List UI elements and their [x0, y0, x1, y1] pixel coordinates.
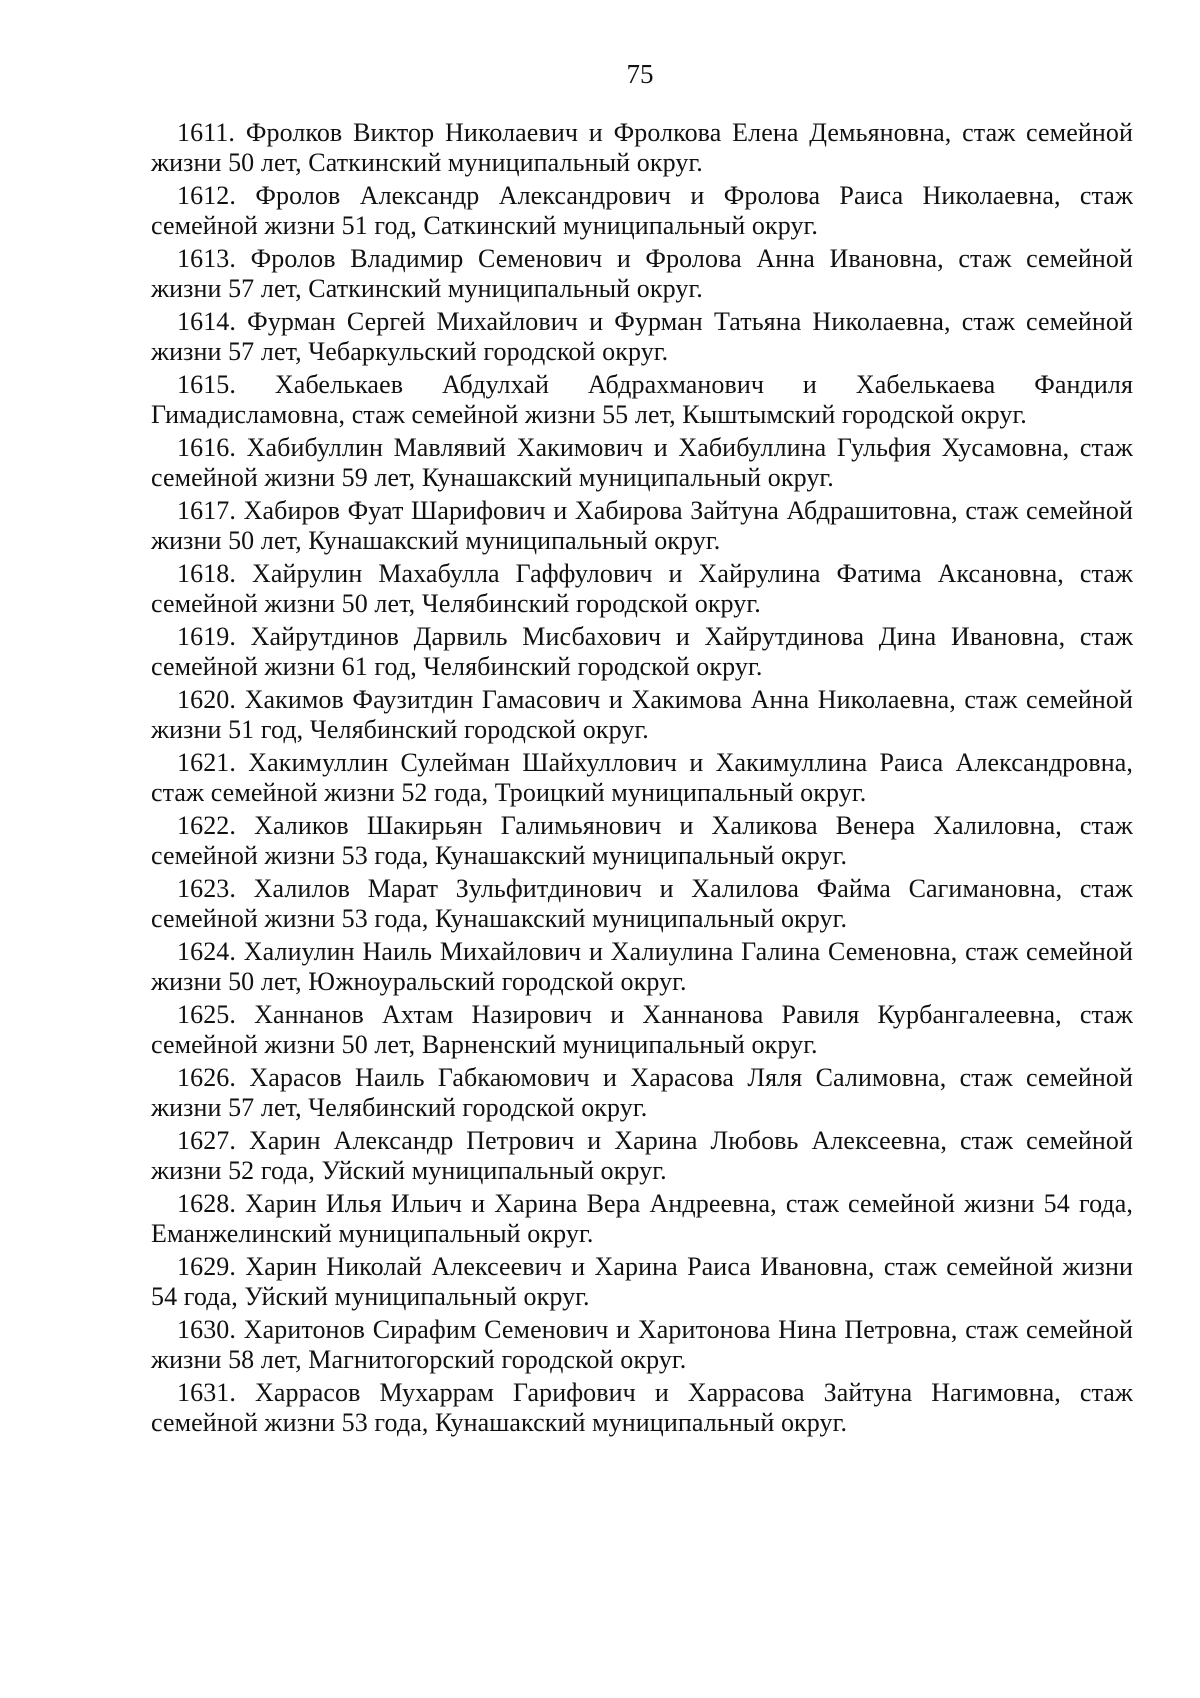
- entry-text: Харин Николай Алексеевич и Харина Раиса Ивановна, стаж семейной жизни 54 года, Уйский муниципальный округ.: [151, 1252, 1134, 1311]
- entry-number: 1615.: [177, 370, 236, 399]
- entry-number: 1621.: [177, 748, 236, 777]
- list-item: [151, 1189, 1133, 1249]
- list-item: [151, 1063, 1133, 1123]
- entry-number: 1611.: [177, 118, 236, 147]
- entry-text: Фролов Александр Александрович и Фролова Раиса Николаевна, стаж семейной жизни 51 год, Саткинский муниципальный округ.: [151, 181, 1134, 240]
- list-item: [151, 433, 1133, 493]
- entry-text: Харин Илья Ильич и Харина Вера Андреевна, стаж семейной жизни 54 года, Еманжелинский муниципальный округ.: [151, 1189, 1133, 1248]
- list-item: [151, 1378, 1133, 1438]
- entry-text: Хайрутдинов Дарвиль Мисбахович и Хайрутдинова Дина Ивановна, стаж семейной жизни 61 год, Челябинский городской округ.: [151, 622, 1134, 681]
- list-item: [151, 874, 1133, 934]
- entry-text: Хакимов Фаузитдин Гамасович и Хакимова Анна Николаевна, стаж семейной жизни 51 год, Челябинский городской округ.: [151, 685, 1133, 744]
- list-item: [151, 622, 1133, 682]
- list-item: [151, 685, 1133, 745]
- list-item: [151, 181, 1133, 241]
- entry-text: Хабелькаев Абдулхай Абдрахманович и Хабелькаева Фандиля Гимадисламовна, стаж семейной жизни 55 лет, Кыштымский городской округ.: [151, 370, 1134, 429]
- entry-list: [151, 118, 1133, 1441]
- entry-text: Халиков Шакирьян Галимьянович и Халикова Венера Халиловна, стаж семейной жизни 53 года, Кунашакский муниципальный округ.: [151, 811, 1133, 870]
- entry-number: 1618.: [177, 559, 236, 588]
- entry-number: 1629.: [177, 1252, 236, 1281]
- entry-text: Халиулин Наиль Михайлович и Халиулина Галина Семеновна, стаж семейной жизни 50 лет, Южноуральский городской округ.: [151, 937, 1133, 996]
- entry-number: 1620.: [177, 685, 236, 714]
- entry-text: Ханнанов Ахтам Назирович и Ханнанова Равиля Курбангалеевна, стаж семейной жизни 50 лет, Варненский муниципальный округ.: [151, 1000, 1133, 1059]
- entry-number: 1627.: [177, 1126, 236, 1155]
- entry-number: 1626.: [177, 1063, 236, 1092]
- entry-number: 1619.: [177, 622, 236, 651]
- entry-number: 1628.: [177, 1189, 236, 1218]
- list-item: [151, 937, 1133, 997]
- entry-text: Фролков Виктор Николаевич и Фролкова Елена Демьяновна, стаж семейной жизни 50 лет, Саткинский муниципальный округ.: [151, 118, 1133, 177]
- entry-text: Харрасов Мухаррам Гарифович и Харрасова Зайтуна Нагимовна, стаж семейной жизни 53 года, Кунашакский муниципальный округ.: [151, 1378, 1133, 1437]
- list-item: [151, 811, 1133, 871]
- list-item: [151, 1252, 1133, 1312]
- entry-number: 1614.: [177, 307, 236, 336]
- list-item: [151, 1000, 1133, 1060]
- entry-text: Хайрулин Махабулла Гаффулович и Хайрулина Фатима Аксановна, стаж семейной жизни 50 лет, Челябинский городской округ.: [151, 559, 1133, 618]
- list-item: [151, 118, 1133, 178]
- entry-number: 1623.: [177, 874, 236, 903]
- list-item: [151, 1126, 1133, 1186]
- list-item: [151, 244, 1133, 304]
- entry-text: Харитонов Сирафим Семенович и Харитонова Нина Петровна, стаж семейной жизни 58 лет, Магнитогорский городской округ.: [151, 1315, 1133, 1374]
- entry-number: 1625.: [177, 1000, 236, 1029]
- entry-number: 1630.: [177, 1315, 236, 1344]
- page-number: 75: [626, 59, 654, 89]
- entry-text: Фурман Сергей Михайлович и Фурман Татьяна Николаевна, стаж семейной жизни 57 лет, Чебаркульский городской округ.: [151, 307, 1133, 366]
- entry-number: 1613.: [177, 244, 236, 273]
- entry-text: Харин Александр Петрович и Харина Любовь Алексеевна, стаж семейной жизни 52 года, Уйский муниципальный округ.: [151, 1126, 1133, 1185]
- list-item: [151, 559, 1133, 619]
- entry-number: 1631.: [177, 1378, 236, 1407]
- entry-number: 1622.: [177, 811, 236, 840]
- list-item: [151, 370, 1133, 430]
- list-item: [151, 307, 1133, 367]
- entry-text: Хакимуллин Сулейман Шайхуллович и Хакимуллина Раиса Александровна, стаж семейной жизни 52 года, Троицкий муниципальный округ.: [151, 748, 1133, 807]
- entry-number: 1624.: [177, 937, 236, 966]
- entry-number: 1617.: [177, 496, 236, 525]
- list-item: [151, 496, 1133, 556]
- entry-text: Харасов Наиль Габкаюмович и Харасова Ляля Салимовна, стаж семейной жизни 57 лет, Челябинский городской округ.: [151, 1063, 1133, 1122]
- list-item: [151, 1315, 1133, 1375]
- list-item: [151, 748, 1133, 808]
- entry-number: 1616.: [177, 433, 236, 462]
- entry-text: Хабибуллин Мавлявий Хакимович и Хабибуллина Гульфия Хусамовна, стаж семейной жизни 59 лет, Кунашакский муниципальный округ.: [151, 433, 1133, 492]
- entry-number: 1612.: [177, 181, 236, 210]
- entry-text: Фролов Владимир Семенович и Фролова Анна Ивановна, стаж семейной жизни 57 лет, Саткинский муниципальный округ.: [151, 244, 1133, 303]
- entry-text: Хабиров Фуат Шарифович и Хабирова Зайтуна Абдрашитовна, стаж семейной жизни 50 лет, Кунашакский муниципальный округ.: [151, 496, 1133, 555]
- entry-text: Халилов Марат Зульфитдинович и Халилова Файма Сагимановна, стаж семейной жизни 53 года, Кунашакский муниципальный округ.: [151, 874, 1133, 933]
